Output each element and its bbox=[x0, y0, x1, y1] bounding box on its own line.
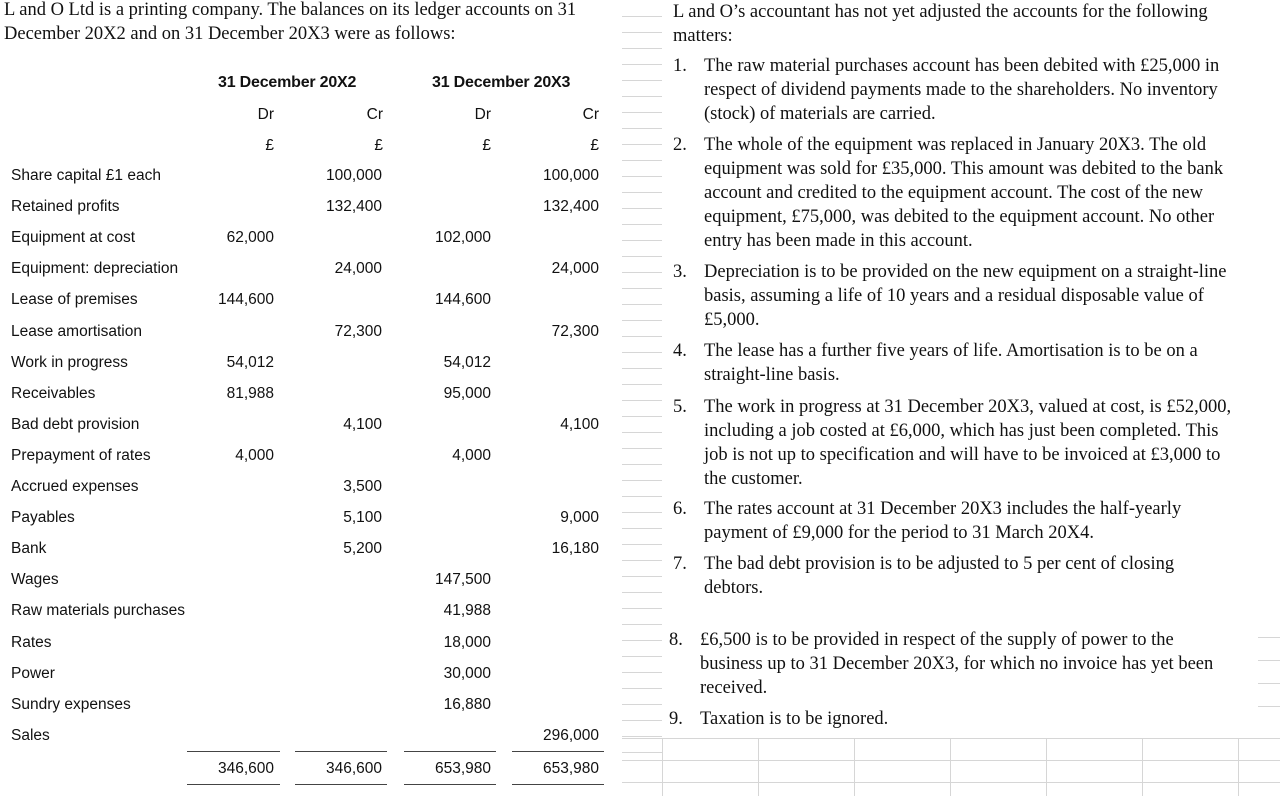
account-label: Lease of premises bbox=[11, 291, 138, 309]
period-header-20x3: 31 December 20X3 bbox=[432, 74, 571, 91]
note-number: 2. bbox=[673, 135, 687, 155]
note-item bbox=[673, 395, 1273, 491]
note-text-line: £5,000. bbox=[704, 310, 760, 330]
ruled-line bbox=[622, 752, 662, 753]
account-label: Sales bbox=[11, 726, 50, 744]
balance-cell: 24,000 bbox=[551, 260, 599, 278]
note-number: 5. bbox=[673, 397, 687, 417]
balance-cell: 9,000 bbox=[560, 509, 599, 527]
balance-cell: 95,000 bbox=[443, 384, 491, 402]
account-label: Raw materials purchases bbox=[11, 602, 186, 620]
note-text-line: equipment, £75,000, was debited to the equipment account. No other bbox=[704, 207, 1215, 227]
balance-cell: 5,100 bbox=[343, 509, 382, 527]
ruled-tick bbox=[950, 738, 951, 796]
ruled-line bbox=[622, 208, 662, 209]
ruled-line bbox=[622, 320, 662, 321]
table-row bbox=[0, 260, 612, 291]
note-number: 4. bbox=[673, 341, 687, 361]
total-20x2-dr: 346,600 bbox=[217, 760, 274, 777]
ruled-line bbox=[622, 608, 662, 609]
balance-cell: 81,988 bbox=[226, 384, 274, 402]
totals-row bbox=[0, 760, 612, 791]
table-row bbox=[0, 167, 612, 198]
table-row bbox=[0, 447, 612, 478]
balance-cell: 102,000 bbox=[434, 229, 491, 247]
ruled-line bbox=[622, 384, 662, 385]
balance-cell: 4,100 bbox=[560, 415, 599, 433]
table-row bbox=[0, 634, 612, 665]
ruled-line bbox=[622, 544, 662, 545]
balance-cell: 54,012 bbox=[443, 353, 491, 371]
table-row bbox=[0, 354, 612, 385]
note-text-line: including a job costed at £6,000, which has just been completed. This bbox=[704, 421, 1219, 441]
table-row bbox=[0, 385, 612, 416]
balance-cell: 3,500 bbox=[343, 478, 382, 495]
balance-cell: 62,000 bbox=[226, 229, 274, 247]
ruled-line bbox=[622, 720, 662, 721]
ruled-line bbox=[622, 496, 662, 497]
ruled-line bbox=[622, 32, 662, 33]
currency-20x3-dr: £ bbox=[482, 137, 491, 154]
note-text-line: debtors. bbox=[704, 578, 764, 598]
ruled-line bbox=[622, 464, 662, 465]
ruled-line bbox=[622, 760, 1280, 761]
balance-cell: 72,300 bbox=[334, 322, 382, 340]
table-row bbox=[0, 229, 612, 260]
account-label: Retained profits bbox=[11, 198, 120, 216]
account-label: Equipment at cost bbox=[11, 229, 136, 247]
total-rule-3 bbox=[404, 751, 496, 752]
account-label: Power bbox=[11, 664, 55, 682]
note-text-line: Taxation is to be ignored. bbox=[700, 709, 889, 729]
ruled-line bbox=[622, 738, 1280, 739]
ruled-tick bbox=[758, 738, 759, 796]
balance-cell: 16,880 bbox=[443, 695, 491, 713]
balance-cell: 100,000 bbox=[325, 167, 382, 184]
ruled-line bbox=[622, 112, 662, 113]
total-rule-4 bbox=[512, 751, 604, 752]
total-20x3-dr: 653,980 bbox=[434, 760, 491, 777]
dr-header-20x2: Dr bbox=[257, 106, 274, 123]
ruled-line bbox=[622, 736, 662, 737]
balance-cell: 296,000 bbox=[542, 726, 599, 744]
note-text-line: The work in progress at 31 December 20X3, valued at cost, is £52,000, bbox=[704, 397, 1232, 417]
account-label: Lease amortisation bbox=[11, 322, 142, 340]
note-text-line: The whole of the equipment was replaced in January 20X3. The old bbox=[704, 135, 1207, 155]
ruled-line bbox=[622, 160, 662, 161]
note-text-line: business up to 31 December 20X3, for which no invoice has yet been bbox=[700, 654, 1214, 674]
ruled-line bbox=[622, 336, 662, 337]
balance-cell: 4,000 bbox=[452, 446, 491, 464]
table-row bbox=[0, 478, 612, 509]
ruled-line bbox=[622, 432, 662, 433]
ruled-line bbox=[622, 512, 662, 513]
double-rule-4 bbox=[512, 784, 604, 785]
account-label: Bad debt provision bbox=[11, 415, 140, 433]
note-text-line: respect of dividend payments made to the shareholders. No inventory bbox=[704, 80, 1218, 100]
double-rule-1 bbox=[187, 784, 280, 785]
table-row bbox=[0, 727, 612, 758]
balance-cell: 147,500 bbox=[434, 571, 491, 589]
currency-20x3-cr: £ bbox=[590, 137, 599, 154]
note-item bbox=[673, 339, 1273, 387]
ruled-line bbox=[622, 80, 662, 81]
account-label: Rates bbox=[11, 633, 52, 651]
cr-header-20x2: Cr bbox=[366, 106, 383, 123]
balance-cell: 144,600 bbox=[434, 291, 491, 309]
total-rule-2 bbox=[295, 751, 387, 752]
ruled-line bbox=[622, 688, 662, 689]
table-row bbox=[0, 291, 612, 322]
account-label: Sundry expenses bbox=[11, 695, 131, 713]
ruled-line bbox=[622, 672, 662, 673]
total-20x2-cr: 346,600 bbox=[325, 760, 382, 777]
note-number: 9. bbox=[669, 709, 683, 729]
dr-header-20x3: Dr bbox=[474, 106, 491, 123]
account-label: Share capital £1 each bbox=[11, 167, 161, 184]
note-item bbox=[669, 628, 1269, 700]
note-item bbox=[673, 497, 1273, 545]
table-row bbox=[0, 509, 612, 540]
balance-cell: 41,988 bbox=[443, 602, 491, 620]
ruled-line bbox=[622, 144, 662, 145]
ruled-line bbox=[622, 128, 662, 129]
table-row bbox=[0, 416, 612, 447]
account-label: Payables bbox=[11, 509, 75, 527]
ruled-line bbox=[622, 560, 662, 561]
ruled-line bbox=[622, 192, 662, 193]
ruled-line bbox=[622, 400, 662, 401]
ruled-line bbox=[622, 592, 662, 593]
table-row bbox=[0, 602, 612, 633]
note-text-line: account and credited to the equipment account. The cost of the new bbox=[704, 183, 1203, 203]
ruled-line bbox=[622, 240, 662, 241]
balance-cell: 24,000 bbox=[334, 260, 382, 278]
total-rule-1 bbox=[187, 751, 280, 752]
ruled-line bbox=[622, 782, 1280, 783]
balance-cell: 16,180 bbox=[551, 540, 599, 558]
balance-cell: 30,000 bbox=[443, 664, 491, 682]
account-label: Bank bbox=[11, 540, 47, 558]
ruled-line bbox=[622, 640, 662, 641]
note-number: 3. bbox=[673, 262, 687, 282]
note-text-line: The rates account at 31 December 20X3 includes the half-yearly bbox=[704, 499, 1182, 519]
balance-cell: 132,400 bbox=[542, 198, 599, 216]
note-text-line: The bad debt provision is to be adjusted to 5 per cent of closing bbox=[704, 554, 1175, 574]
ruled-line bbox=[622, 48, 662, 49]
note-item bbox=[673, 54, 1273, 126]
currency-20x2-cr: £ bbox=[374, 137, 383, 154]
ruled-tick bbox=[1046, 738, 1047, 796]
ruled-line bbox=[622, 288, 662, 289]
ruled-line bbox=[622, 272, 662, 273]
note-text-line: Depreciation is to be provided on the new equipment on a straight-line bbox=[704, 262, 1227, 282]
ledger-balances-table bbox=[0, 66, 612, 796]
ruled-line bbox=[622, 304, 662, 305]
account-label: Work in progress bbox=[11, 353, 128, 371]
ruled-line bbox=[622, 176, 662, 177]
note-item bbox=[673, 260, 1273, 332]
note-number: 6. bbox=[673, 499, 687, 519]
account-label: Wages bbox=[11, 571, 59, 589]
ruled-line bbox=[622, 16, 662, 17]
balance-cell: 4,100 bbox=[343, 415, 382, 433]
account-label: Prepayment of rates bbox=[11, 446, 151, 464]
account-label: Equipment: depreciation bbox=[11, 260, 179, 278]
table-row bbox=[0, 323, 612, 354]
ruled-tick bbox=[1142, 738, 1143, 796]
balance-cell: 18,000 bbox=[443, 633, 491, 651]
balance-cell: 100,000 bbox=[542, 167, 599, 184]
note-text-line: received. bbox=[700, 678, 768, 698]
currency-20x2-dr: £ bbox=[265, 137, 274, 154]
note-text-line: job is not up to specification and will have to be invoiced at £3,000 to bbox=[704, 445, 1221, 465]
note-item bbox=[673, 552, 1273, 600]
ruled-line bbox=[622, 576, 662, 577]
total-20x3-cr: 653,980 bbox=[542, 760, 599, 777]
note-text-line: straight-line basis. bbox=[704, 365, 840, 385]
note-item bbox=[673, 133, 1273, 253]
ruled-line bbox=[622, 528, 662, 529]
table-row bbox=[0, 665, 612, 696]
ruled-line bbox=[622, 224, 662, 225]
balance-cell: 4,000 bbox=[235, 446, 274, 464]
double-rule-3 bbox=[404, 784, 496, 785]
note-text-line: (stock) of materials are carried. bbox=[704, 104, 936, 124]
table-row bbox=[0, 571, 612, 602]
balance-cell: 72,300 bbox=[551, 322, 599, 340]
note-number: 7. bbox=[673, 554, 687, 574]
ruled-line bbox=[622, 256, 662, 257]
ruled-line bbox=[622, 96, 662, 97]
balance-cell: 5,200 bbox=[343, 540, 382, 558]
table-row bbox=[0, 198, 612, 229]
cr-header-20x3: Cr bbox=[582, 106, 599, 123]
ruled-tick bbox=[662, 738, 663, 796]
note-number: 1. bbox=[673, 56, 687, 76]
note-text-line: The raw material purchases account has been debited with £25,000 in bbox=[704, 56, 1220, 76]
intro-paragraph: L and O Ltd is a printing company. The balances on its ledger accounts on 31 December 20X2 and on 31 December 20X3 were as follows: bbox=[4, 0, 577, 44]
ruled-line bbox=[622, 448, 662, 449]
note-text-line: payment of £9,000 for the period to 31 March 20X4. bbox=[704, 523, 1094, 543]
ruled-line bbox=[622, 416, 662, 417]
period-header-20x2: 31 December 20X2 bbox=[218, 74, 357, 91]
ruled-line bbox=[622, 352, 662, 353]
note-text-line: equipment was sold for £35,000. This amount was debited to the bank bbox=[704, 159, 1224, 179]
notes-intro: L and O’s accountant has not yet adjusted the accounts for the following matters: bbox=[673, 2, 1208, 46]
account-label: Accrued expenses bbox=[11, 478, 139, 495]
note-text-line: £6,500 is to be provided in respect of the supply of power to the bbox=[700, 630, 1174, 650]
balance-cell: 144,600 bbox=[217, 291, 274, 309]
note-text-line: basis, assuming a life of 10 years and a residual disposable value of bbox=[704, 286, 1204, 306]
double-rule-2 bbox=[295, 784, 387, 785]
note-text-line: entry has been made in this account. bbox=[704, 231, 973, 251]
ruled-tick bbox=[854, 738, 855, 796]
table-row bbox=[0, 540, 612, 571]
note-item bbox=[669, 707, 1269, 731]
note-number: 8. bbox=[669, 630, 683, 650]
ruled-line bbox=[622, 64, 662, 65]
balance-cell: 54,012 bbox=[226, 353, 274, 371]
ruled-line bbox=[622, 480, 662, 481]
ruled-line bbox=[622, 704, 662, 705]
balance-cell: 132,400 bbox=[325, 198, 382, 216]
note-text-line: the customer. bbox=[704, 469, 803, 489]
account-label: Receivables bbox=[11, 384, 96, 402]
note-text-line: The lease has a further five years of life. Amortisation is to be on a bbox=[704, 341, 1198, 361]
ruled-line bbox=[622, 368, 662, 369]
ruled-line bbox=[622, 624, 662, 625]
table-row bbox=[0, 696, 612, 727]
ruled-tick bbox=[1238, 738, 1239, 796]
ruled-line bbox=[622, 656, 662, 657]
